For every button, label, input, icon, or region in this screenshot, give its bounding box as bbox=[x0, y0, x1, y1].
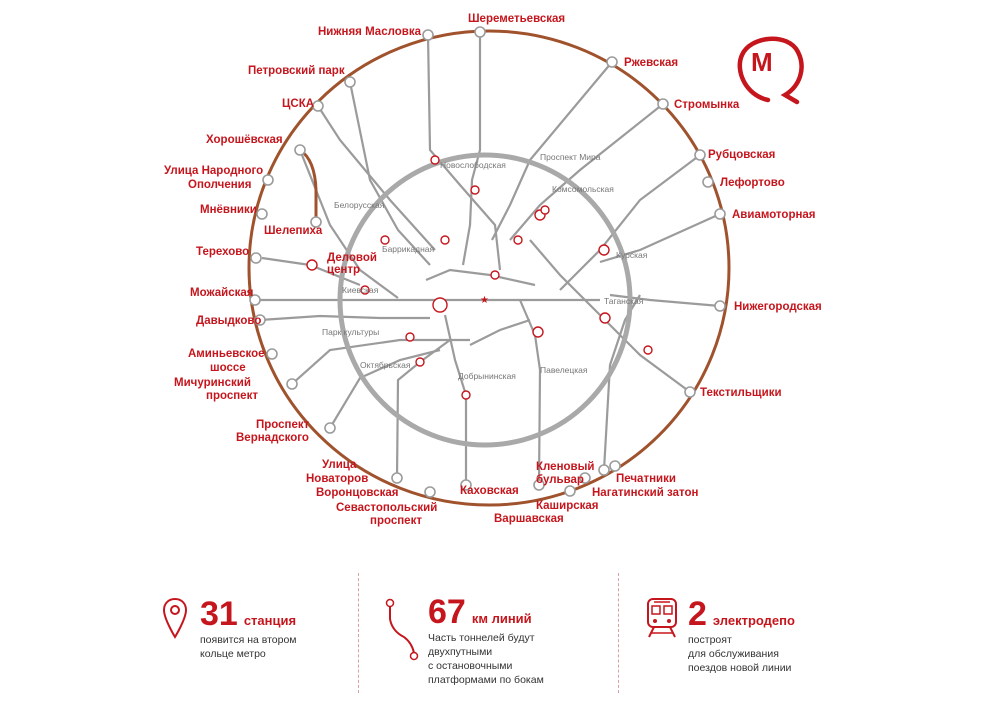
station-label: Улица bbox=[322, 459, 357, 471]
station-label: Новослободская bbox=[440, 160, 506, 170]
radial-lines bbox=[255, 32, 720, 485]
map-pin-icon bbox=[162, 597, 188, 639]
station-label: Авиамоторная bbox=[732, 209, 816, 221]
station-label: Парк культуры bbox=[322, 327, 380, 337]
station-label: Проспект bbox=[256, 419, 310, 431]
route-line-icon bbox=[384, 597, 420, 661]
station-label: Мнёвники bbox=[200, 204, 257, 216]
kremlin-star-icon: ★ bbox=[480, 295, 489, 306]
station-label: проспект bbox=[206, 390, 258, 402]
station-label: Давыдково bbox=[196, 315, 262, 327]
stat-desc: Часть тоннелей будут двухпутными с остановочными платформами по бокам bbox=[428, 632, 544, 686]
station-label: Петровский парк bbox=[248, 65, 345, 77]
station-label: Ополчения bbox=[188, 179, 252, 191]
station-label: Кленовый bbox=[536, 461, 595, 473]
station-label: Павелецкая bbox=[540, 365, 588, 375]
station-label: Вернадского bbox=[236, 432, 309, 444]
station-label: Аминьевское bbox=[188, 348, 265, 360]
station-label: Шереметьевская bbox=[468, 13, 566, 25]
station-label: Варшавская bbox=[494, 513, 564, 525]
station-label: Комсомольская bbox=[552, 184, 614, 194]
station-label: шоссе bbox=[210, 362, 246, 374]
train-icon bbox=[644, 597, 680, 639]
station-label: Белорусская bbox=[334, 200, 385, 210]
station-label: Воронцовская bbox=[316, 487, 399, 499]
station-label: Текстильщики bbox=[700, 387, 782, 399]
station-label: Каховская bbox=[460, 485, 519, 497]
station-label: ЦСКА bbox=[282, 98, 315, 110]
circle-line-labels bbox=[322, 152, 648, 381]
stat-number: 31 bbox=[200, 595, 238, 633]
station-label: Октябрьская bbox=[360, 360, 411, 370]
station-label: Новаторов bbox=[306, 473, 369, 485]
stat-unit: км линий bbox=[471, 611, 532, 626]
station-label: Хорошёвская bbox=[206, 134, 283, 146]
station-label: Нагатинский затон bbox=[592, 487, 699, 499]
station-label: Каширская bbox=[536, 500, 599, 512]
ring-station-labels bbox=[164, 13, 822, 527]
station-label: Таганская bbox=[604, 296, 644, 306]
station-label: Проспект Мира bbox=[540, 152, 601, 162]
station-label: Печатники bbox=[616, 473, 676, 485]
stat-number: 67 bbox=[428, 593, 466, 631]
station-label: Нижегородская bbox=[734, 301, 822, 313]
station-label: центр bbox=[327, 264, 361, 276]
station-label: Можайская bbox=[190, 287, 254, 299]
station-label: Стромынка bbox=[674, 99, 740, 111]
divider bbox=[358, 573, 359, 693]
moscow-metro-logo-icon bbox=[738, 34, 814, 110]
station-label: Рубцовская bbox=[708, 149, 776, 161]
station-label: Терехово bbox=[196, 246, 250, 258]
station-label: Добрынинская bbox=[458, 371, 516, 381]
divider bbox=[618, 573, 619, 693]
stats-panel bbox=[0, 565, 1000, 709]
station-label: Шелепиха bbox=[264, 225, 323, 237]
stat-number: 2 bbox=[688, 595, 707, 633]
station-label: Севастопольский bbox=[336, 502, 438, 514]
station-label: Ржевская bbox=[624, 57, 679, 69]
station-label: Мичуринский bbox=[174, 377, 251, 389]
stat-desc: построят для обслуживания поездов новой линии bbox=[688, 634, 792, 674]
station-label: проспект bbox=[370, 515, 422, 527]
station-label: Улица Народного bbox=[164, 165, 264, 177]
stat-unit: станция bbox=[243, 613, 297, 628]
station-label: бульвар bbox=[536, 474, 584, 486]
station-label: Деловой bbox=[327, 252, 377, 264]
metro-logo-letter: М bbox=[751, 47, 773, 77]
station-label: Киевская bbox=[342, 285, 379, 295]
station-label: Баррикадная bbox=[382, 244, 435, 254]
stat-desc: появится на втором кольце метро bbox=[200, 634, 297, 660]
station-label: Лефортово bbox=[720, 177, 785, 189]
station-label: Нижняя Масловка bbox=[318, 26, 422, 38]
station-label: Курская bbox=[616, 250, 648, 260]
stat-unit: электродепо bbox=[712, 613, 795, 628]
